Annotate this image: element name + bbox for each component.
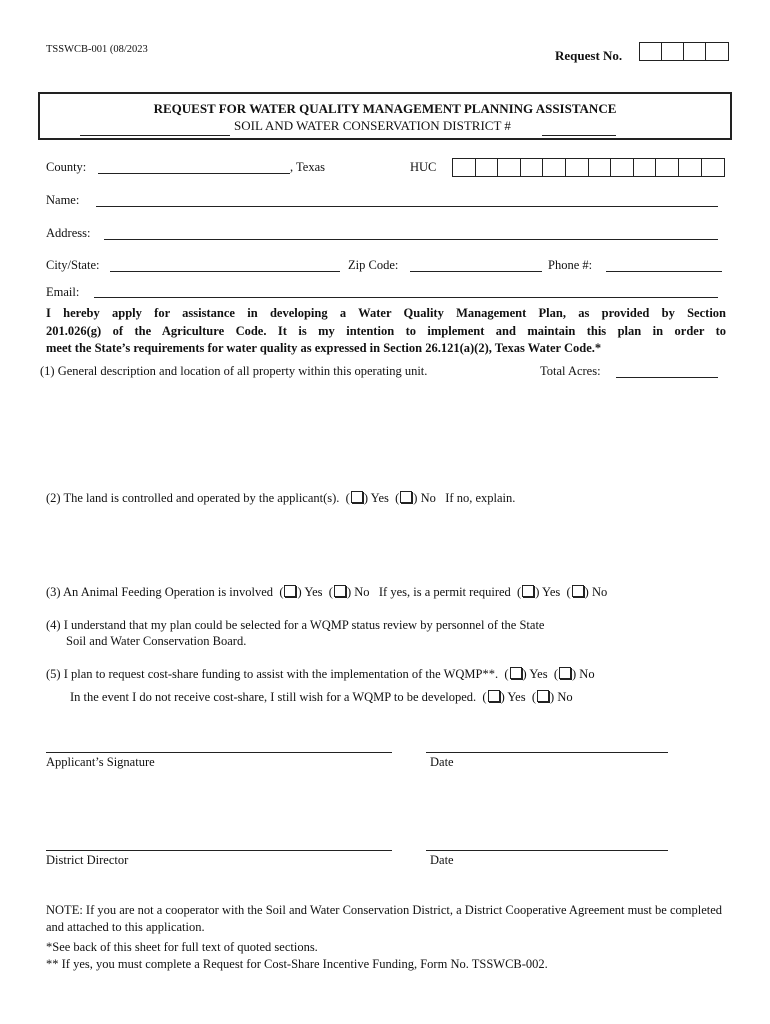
request-no-label: Request No. [555, 48, 623, 63]
district-number-field[interactable] [542, 135, 616, 136]
cooperator-note: NOTE: If you are not a cooperator with the Soil and Water Conservation District, a District Cooperative Agreement must be completed and attached to this application. [46, 903, 723, 934]
email-label: Email: [46, 285, 80, 299]
wqmp-no-checkbox[interactable] [537, 690, 549, 702]
item-3-permit-text: If yes, is a permit required [378, 585, 511, 599]
applicant-signature-field[interactable] [46, 752, 392, 753]
email-field[interactable] [94, 297, 718, 298]
wqmp-no-label: No [557, 690, 573, 704]
item-2-explain-label: If no, explain. [445, 491, 516, 505]
item-2-explanation-area[interactable] [46, 512, 726, 572]
director-date-label: Date [430, 853, 454, 867]
wqmp-yes-label: Yes [507, 690, 526, 704]
address-field[interactable] [104, 239, 718, 240]
item-5-text: (5) I plan to request cost-share funding to assist with the implementation of the WQMP**. [46, 667, 499, 681]
city-state-label: City/State: [46, 258, 100, 272]
director-date-field[interactable] [426, 850, 668, 851]
item-5-no-checkbox[interactable] [559, 667, 571, 679]
permit-yes-checkbox[interactable] [522, 585, 534, 597]
applicant-signature-label: Applicant’s Signature [46, 755, 155, 769]
item-3-text: (3) An Animal Feeding Operation is involved [46, 585, 274, 599]
director-signature-label: District Director [46, 853, 129, 867]
zip-code-label: Zip Code: [348, 258, 399, 272]
item-3-no-label: No [354, 585, 370, 599]
item-1-description: (1) General description and location of all property within this operating unit. [40, 364, 428, 378]
applicant-date-field[interactable] [426, 752, 668, 753]
county-field[interactable] [98, 173, 290, 174]
item-5-no-label: No [579, 667, 595, 681]
item-3-no-checkbox[interactable] [334, 585, 346, 597]
wqmp-yes-checkbox[interactable] [488, 690, 500, 702]
item-2-text: (2) The land is controlled and operated by the applicant(s). [46, 491, 340, 505]
item-5-yes-checkbox[interactable] [510, 667, 522, 679]
name-field[interactable] [96, 206, 718, 207]
address-label: Address: [46, 226, 91, 240]
item-4-line-1: (4) I understand that my plan could be selected for a WQMP status review by personnel of the State [46, 618, 545, 632]
form-subtitle: SOIL AND WATER CONSERVATION DISTRICT # [234, 118, 511, 133]
district-name-field[interactable] [80, 135, 230, 136]
item-2-no-label: No [420, 491, 436, 505]
property-description-area[interactable] [46, 384, 726, 484]
huc-field[interactable] [452, 158, 725, 177]
application-statement: I hereby apply for assistance in developing a Water Quality Management Plan, as provided by Section 201.026(g) of the Agriculture Code. It is my intention to implement and maintain this plan in order to meet the State’s requirements for water quality as expressed in Section 26.121(a)(2), Texas Water Code.* [46, 306, 726, 355]
permit-no-label: No [591, 585, 608, 599]
item-5: (5) I plan to request cost-share funding to assist with the implementation of the WQMP**. ( ) Yes ( ) No [46, 667, 595, 681]
huc-label: HUC [410, 160, 437, 174]
request-no-field[interactable] [639, 42, 729, 61]
item-2-no-checkbox[interactable] [400, 491, 412, 503]
zip-code-field[interactable] [410, 271, 542, 272]
item-5-yes-label: Yes [529, 667, 548, 681]
footnote-cost-share: ** If yes, you must complete a Request for Cost-Share Incentive Funding, Form No. TSSWCB-002. [46, 957, 548, 971]
county-label: County: [46, 160, 87, 174]
texas-label: , Texas [290, 160, 325, 174]
item-3-yes-checkbox[interactable] [284, 585, 296, 597]
permit-yes-label: Yes [542, 585, 561, 599]
item-2: (2) The land is controlled and operated by the applicant(s). ( ) Yes ( ) No If no, explain. [46, 491, 516, 505]
city-state-field[interactable] [110, 271, 340, 272]
item-5-sub: In the event I do not receive cost-share, I still wish for a WQMP to be developed. ( ) Yes ( ) No [70, 690, 573, 704]
item-2-yes-checkbox[interactable] [351, 491, 363, 503]
name-label: Name: [46, 193, 80, 207]
director-signature-field[interactable] [46, 850, 392, 851]
item-5-sub-text: In the event I do not receive cost-share, I still wish for a WQMP to be developed. [70, 690, 477, 704]
item-2-yes-label: Yes [370, 491, 389, 505]
applicant-date-label: Date [430, 755, 454, 769]
total-acres-field[interactable] [616, 377, 718, 378]
item-4-line-2: Soil and Water Conservation Board. [66, 634, 247, 648]
title-box [38, 92, 732, 140]
phone-field[interactable] [606, 271, 722, 272]
total-acres-label: Total Acres: [540, 364, 601, 378]
permit-no-checkbox[interactable] [572, 585, 584, 597]
phone-label: Phone #: [548, 258, 593, 272]
item-3: (3) An Animal Feeding Operation is involved ( ) Yes ( ) No If yes, is a permit required ( ) Yes ( ) No [46, 585, 608, 599]
form-title: REQUEST FOR WATER QUALITY MANAGEMENT PLANNING ASSISTANCE [153, 101, 617, 116]
footnote-sections: *See back of this sheet for full text of quoted sections. [46, 940, 318, 954]
form-number: TSSWCB-001 (08/2023 [46, 44, 148, 55]
item-3-yes-label: Yes [304, 585, 323, 599]
